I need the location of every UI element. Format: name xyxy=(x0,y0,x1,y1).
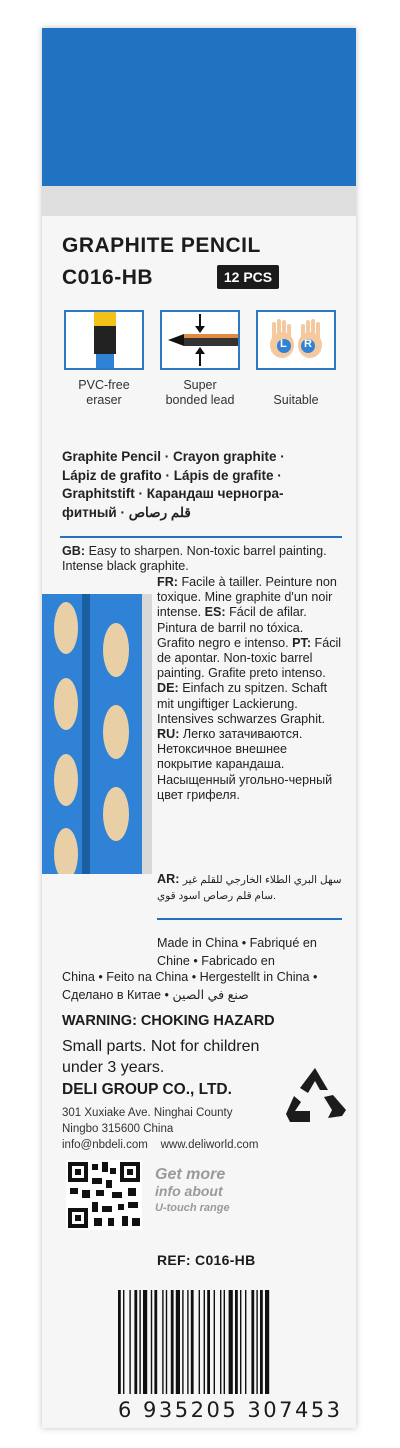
count-badge: 12 PCS xyxy=(217,265,279,289)
lang-tag: FR: xyxy=(157,575,178,589)
description-text: Facile à tailler. Peinture non toxique. Mine graphite d'un noir intense. xyxy=(157,575,337,620)
package-top-band xyxy=(42,28,356,186)
company-website: www.deliworld.com xyxy=(160,1139,259,1151)
feature-label-line: bonded lead xyxy=(165,393,235,407)
lang-tag: AR: xyxy=(157,872,180,886)
feature-label-eraser xyxy=(59,378,149,408)
divider xyxy=(60,536,342,538)
names-line: Graphitstift · Карандаш черногра- xyxy=(62,486,284,501)
warning-title: WARNING: CHOKING HAZARD xyxy=(62,1013,275,1029)
company-address xyxy=(62,1105,258,1153)
feature-label-lead xyxy=(155,378,245,408)
barcode-number: 6 935205 307453 xyxy=(118,1398,343,1422)
description-text: Fácil de afilar. Pintura de barril no tóxica. Grafito negro e intenso. xyxy=(157,605,307,650)
qr-code-icon xyxy=(66,1160,142,1235)
address-line: 301 Xuxiake Ave. Ninghai County xyxy=(62,1107,233,1119)
description-text: Легко затачиваются. Нетоксичное внешнее покрытие карандаша. Насыщенный угольно-черный цвет грифеля. xyxy=(157,727,333,802)
description-multilang xyxy=(157,575,344,803)
pencil-window xyxy=(42,594,152,874)
divider xyxy=(157,918,342,920)
names-line: Lápiz de grafito · Lápis de grafite · xyxy=(62,467,282,483)
lang-tag: RU: xyxy=(157,727,180,742)
right-hand-letter: R xyxy=(304,338,312,350)
bonded-lead-icon xyxy=(160,310,240,370)
product-names xyxy=(62,448,350,522)
product-title: GRAPHITE PENCIL xyxy=(62,234,261,257)
warning-text: Small parts. Not for children under 3 years. xyxy=(62,1038,260,1076)
feature-label-line: Super xyxy=(183,378,217,392)
origin-line2: China • Feito na China • Hergestellt in China • Сделано в Китае • صنع في الصين xyxy=(62,970,318,1002)
origin-line1: Made in China • Fabriqué en Chine • Fabricado en xyxy=(157,936,317,968)
barcode xyxy=(116,1290,302,1403)
description-text: سهل البري الطلاء الخارجي للقلم غير سام قلم رصاص اسود قوي. xyxy=(157,874,342,903)
company-name: DELI GROUP CO., LTD. xyxy=(62,1081,232,1098)
lang-tag: ES: xyxy=(204,605,226,620)
promo-text xyxy=(155,1166,230,1217)
names-line: Graphite Pencil · Crayon graphite · xyxy=(62,449,285,464)
ref-code: REF: C016-HB xyxy=(157,1252,256,1268)
feature-label-line: eraser xyxy=(86,393,122,407)
feature-label-line: PVC-free xyxy=(78,378,130,392)
left-hand-letter: L xyxy=(280,338,287,350)
feature-label-suitable: Suitable xyxy=(273,393,319,407)
names-line: фитный · قلم رصاص xyxy=(62,504,191,520)
promo-line: U-touch range xyxy=(155,1202,230,1214)
address-line: Ningbo 315600 China xyxy=(62,1123,174,1135)
description-gb xyxy=(62,544,344,574)
package-flap xyxy=(42,186,356,216)
recycle-icon xyxy=(280,1066,350,1131)
description-text: Fácil de apontar. Non-toxic barrel painting. Grafite preto intenso. xyxy=(157,635,342,681)
lang-tag: GB: xyxy=(62,544,86,558)
company-email: info@nbdeli.com xyxy=(62,1139,148,1151)
lang-tag: DE: xyxy=(157,681,179,696)
left-right-hands-icon xyxy=(256,310,336,370)
promo-line: Get more xyxy=(155,1166,226,1183)
lang-tag: PT: xyxy=(292,635,312,650)
description-text: Easy to sharpen. Non-toxic barrel painting. Intense black graphite. xyxy=(62,544,327,574)
promo-line: info about xyxy=(155,1183,223,1199)
description-ar xyxy=(157,872,344,904)
description-text: Einfach zu spitzen. Schaft mit ungiftiger Lackierung. Intensives schwarzes Graphit. xyxy=(157,681,328,726)
product-code: C016-HB xyxy=(62,266,154,289)
eraser-icon xyxy=(64,310,144,370)
